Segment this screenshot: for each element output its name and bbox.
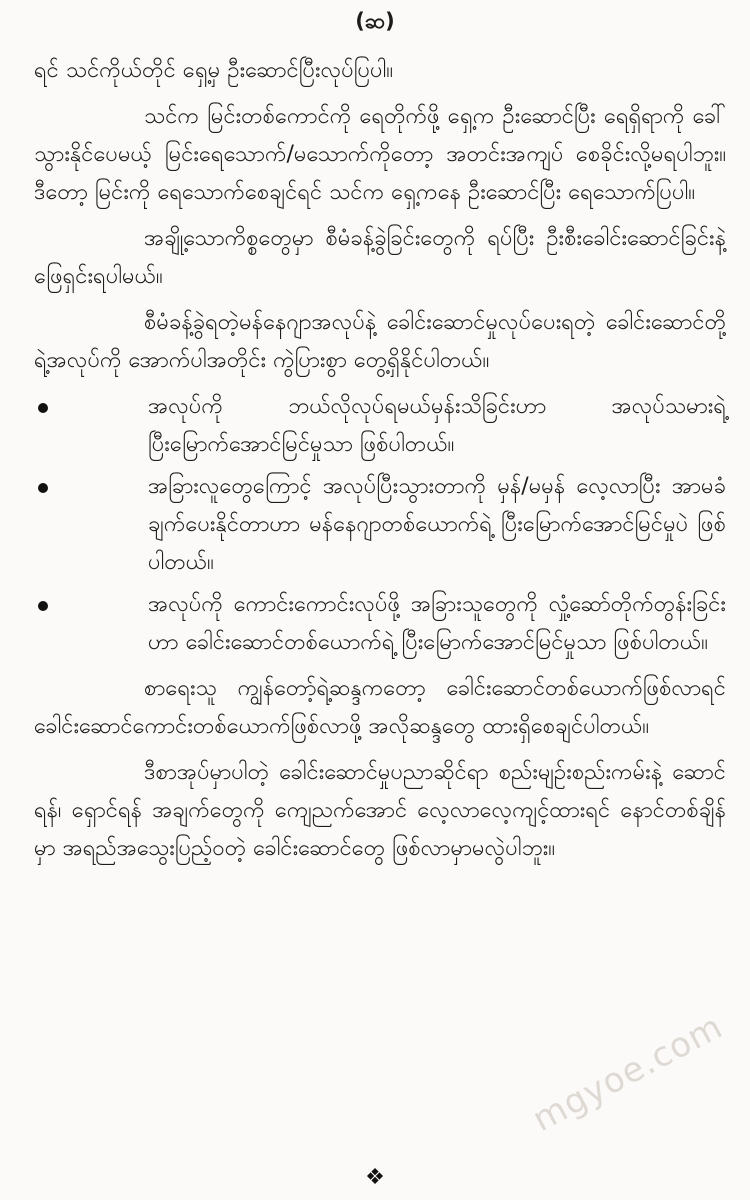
bullet-item	[34, 468, 726, 582]
bullet-icon	[38, 601, 48, 611]
bullet-text: အလုပ်ကို ကောင်းကောင်းလုပ်ဖို့ အခြားသူတွေကို လှုံ့ဆော်တိုက်တွန်းခြင်းဟာ ခေါင်းဆောင်တစ်ယောက်ရဲ့ ပြီးမြောက်အောင်မြင်မှုသာ ဖြစ်ပါတယ်။	[148, 592, 726, 655]
paragraph: ဒီစာအုပ်မှာပါတဲ့ ခေါင်းဆောင်မှုပညာဆိုင်ရာ စည်းမျဉ်းစည်းကမ်းနဲ့ ဆောင်ရန်၊ ရှောင်ရန် အချက်တွေကို ကျေညက်အောင် လေ့လာလေ့ကျင့်ထားရင် နောင်တစ်ချိန်မှာ အရည်အသွေးပြည့်ဝတဲ့ ခေါင်းဆောင်တွေ ဖြစ်လာမှာမလွဲပါဘူး။	[34, 760, 726, 861]
page-body	[34, 52, 726, 876]
page-number: (ဆ)	[355, 9, 395, 33]
bullet-text: အခြားလူတွေကြောင့် အလုပ်ပြီးသွားတာကို မှန်/မမှန် လေ့လာပြီး အာမခံချက်ပေးနိုင်တာဟာ မန်နေဂျာတစ်ယောက်ရဲ့ ပြီးမြောက်အောင်မြင်မှုပဲ ဖြစ်ပါတယ်။	[148, 474, 726, 575]
paragraph: အချို့သောကိစ္စတွေမှာ စီမံခန့်ခွဲခြင်းတွေကို ရပ်ပြီး ဦးစီးခေါင်းဆောင်ခြင်းနဲ့ ဖြေရှင်းရပါမယ်။	[34, 226, 726, 289]
bullet-icon	[38, 483, 48, 493]
bullet-item	[34, 388, 726, 464]
bottom-paragraphs	[34, 670, 726, 868]
paragraph: သင်က မြင်းတစ်ကောင်ကို ရေတိုက်ဖို့ ရှေ့က ဦးဆောင်ပြီး ရေရှိရာကို ခေါ်သွားနိုင်ပေမယ့် မြင်းရေသောက်/မသောက်ကိုတော့ အတင်းအကျပ် စေခိုင်းလို့မရပါဘူး။ ဒီတော့ မြင်းကို ရေသောက်စေချင်ရင် သင်က ရှေ့ကနေ ဦးဆောင်ပြီး ရေသောက်ပြပါ။	[34, 104, 726, 205]
top-paragraphs	[34, 52, 726, 380]
paragraph: စာရေးသူ ကျွန်တော့်ရဲ့ဆန္ဒကတော့ ခေါင်းဆောင်တစ်ယောက်ဖြစ်လာရင် ခေါင်းဆောင်ကောင်းတစ်ယောက်ဖြစ်လာဖို့ အလိုဆန္ဒတွေ ထားရှိစေချင်ပါတယ်။	[34, 676, 726, 739]
watermark: mgyoe.com	[526, 1006, 730, 1140]
paragraph: စီမံခန့်ခွဲရတဲ့မန်နေဂျာအလုပ်နဲ့ ခေါင်းဆောင်မှုလုပ်ပေးရတဲ့ ခေါင်းဆောင်တို့ရဲ့အလုပ်ကို အောက်ပါအတိုင်း ကွဲပြားစွာ တွေ့ရှိနိုင်ပါတယ်။	[34, 310, 726, 373]
bullet-item	[34, 586, 726, 662]
bullet-text: အလုပ်ကို ဘယ်လိုလုပ်ရမယ်မှန်းသိခြင်းဟာ အလုပ်သမားရဲ့ ပြီးမြောက်အောင်မြင်မှုသာ ဖြစ်ပါတယ်။	[148, 394, 726, 457]
ornament-icon: ❖	[365, 1165, 385, 1190]
paragraph: ရင် သင်ကိုယ်တိုင် ရှေ့မှ ဦးဆောင်ပြီးလုပ်ပြပါ။	[34, 58, 394, 83]
bullet-list	[34, 388, 726, 662]
bullet-icon	[38, 403, 48, 413]
